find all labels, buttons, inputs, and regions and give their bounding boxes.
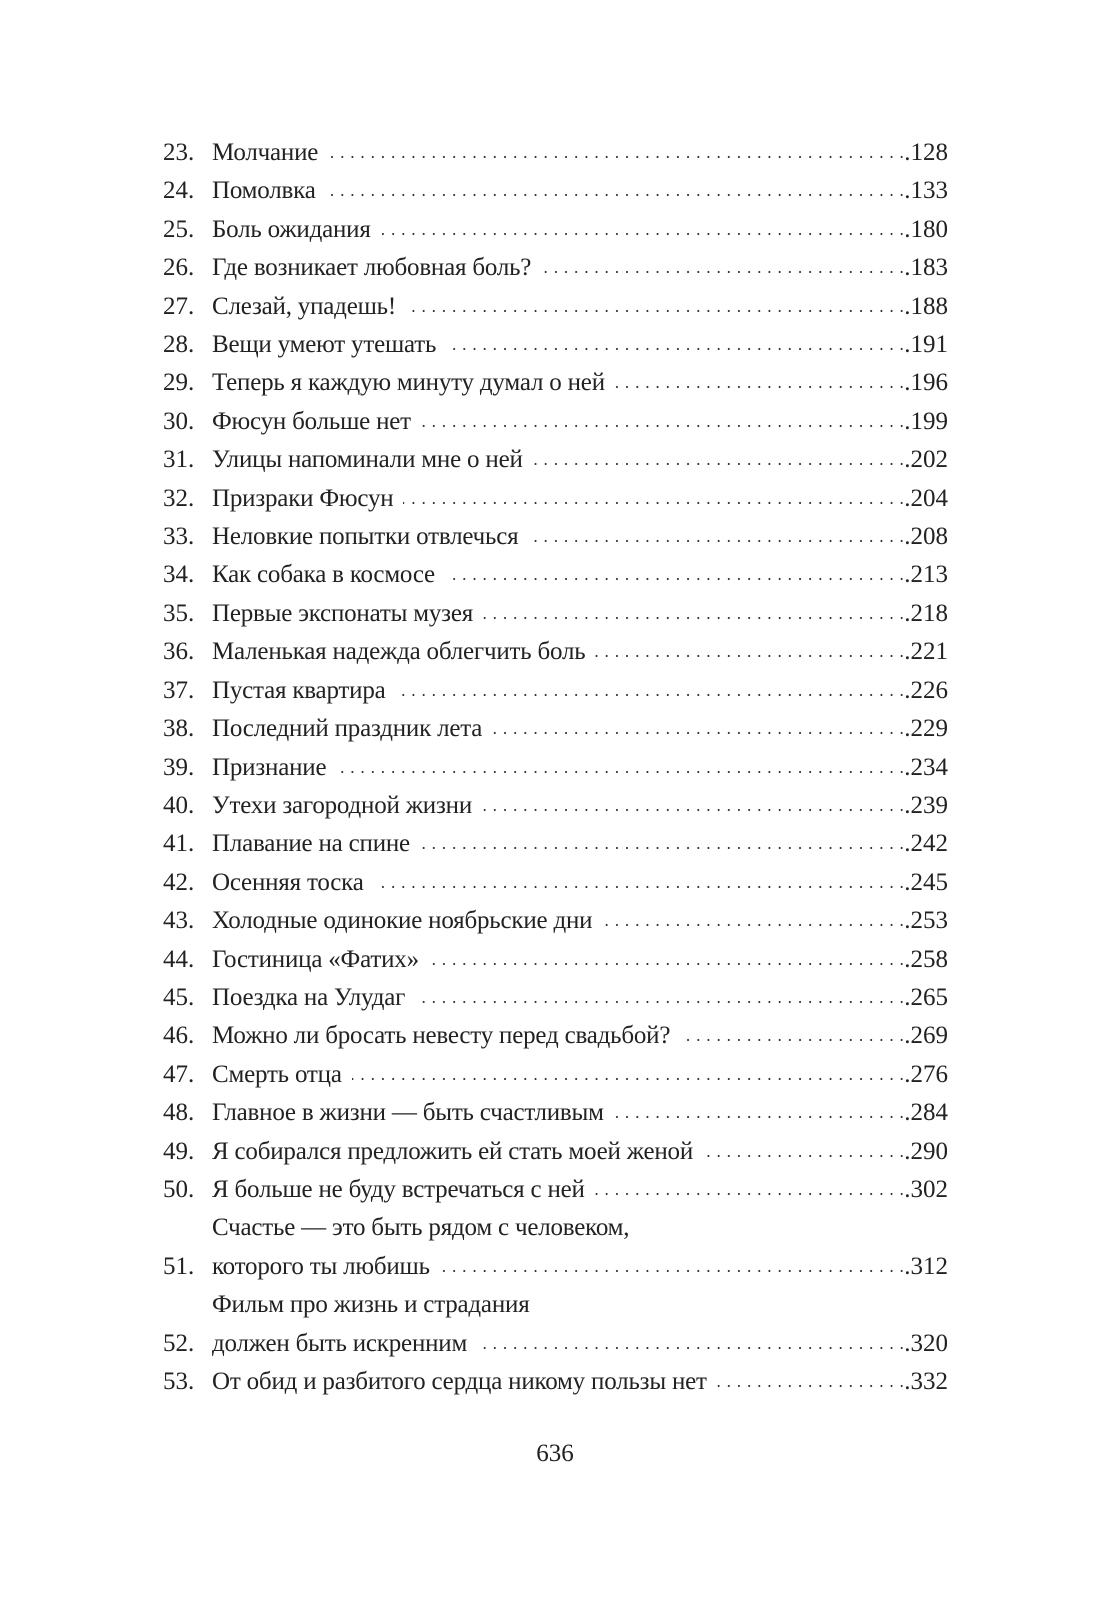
chapter-title[interactable]: Вещи умеют утешать <box>212 331 437 359</box>
chapter-title-line <box>212 595 948 633</box>
toc-entry[interactable] <box>163 825 948 863</box>
chapter-page-number[interactable]: . 290 <box>904 1133 948 1171</box>
chapter-number: 23. <box>163 139 195 166</box>
chapter-title-line <box>212 249 948 287</box>
chapter-number: 31. <box>163 446 195 474</box>
toc-entry[interactable] <box>163 1209 948 1286</box>
chapter-title-line <box>212 288 948 326</box>
chapter-page-number[interactable]: . 188 <box>904 288 948 326</box>
dot-leader <box>406 288 904 326</box>
dot-leader <box>680 1017 904 1055</box>
chapter-body <box>212 518 948 556</box>
table-of-contents <box>163 134 948 1401</box>
chapter-number: 34. <box>163 561 195 589</box>
chapter-number: 35. <box>163 599 195 627</box>
chapter-page-number[interactable]: . 133 <box>904 172 948 210</box>
chapter-title[interactable]: Пустая квартира <box>212 676 386 704</box>
toc-entry[interactable] <box>163 633 948 671</box>
chapter-number: 41. <box>163 830 195 858</box>
chapter-body <box>212 1017 948 1055</box>
chapter-page-number[interactable]: . 320 <box>904 1325 948 1363</box>
chapter-page-number[interactable]: . 239 <box>904 787 948 825</box>
chapter-number: 44. <box>163 945 195 973</box>
toc-entry[interactable] <box>163 172 948 210</box>
chapter-title-line <box>212 403 948 441</box>
chapter-number: 30. <box>163 407 195 435</box>
chapter-number: 40. <box>163 791 195 819</box>
chapter-title-line <box>212 480 948 518</box>
chapter-page-number[interactable]: . 204 <box>904 480 948 518</box>
chapter-title[interactable]: Гостиница «Фатих» <box>212 945 419 973</box>
chapter-body <box>212 902 948 940</box>
toc-entry[interactable] <box>163 518 948 556</box>
chapter-title[interactable]: Маленькая надежда облегчить боль <box>212 638 586 666</box>
dot-leader <box>446 326 904 364</box>
chapter-title[interactable]: Смерть отца <box>212 1060 342 1088</box>
dot-leader <box>528 518 904 556</box>
chapter-title-line <box>212 1094 948 1132</box>
toc-entry[interactable] <box>163 441 948 479</box>
dot-leader <box>482 787 904 825</box>
dot-leader <box>614 1094 904 1132</box>
chapter-title-line <box>212 518 948 556</box>
chapter-body <box>212 633 948 671</box>
dot-leader <box>415 979 904 1017</box>
chapter-body <box>212 864 948 902</box>
chapter-body <box>212 364 948 402</box>
chapter-title[interactable]: Помолвка <box>212 177 316 205</box>
chapter-title-line <box>212 672 948 710</box>
chapter-title[interactable]: Первые экспонаты музея <box>212 599 474 627</box>
chapter-body <box>212 1056 948 1094</box>
dot-leader <box>703 1133 904 1171</box>
toc-entry[interactable] <box>163 326 948 364</box>
dot-leader <box>615 364 904 402</box>
chapter-page-number[interactable]: . 191 <box>904 326 948 364</box>
chapter-page-number[interactable]: . 332 <box>904 1363 948 1401</box>
chapter-body <box>212 134 948 172</box>
chapter-title[interactable]: Признание <box>212 753 327 781</box>
dot-leader <box>328 134 904 172</box>
chapter-body <box>212 979 948 1017</box>
chapter-title[interactable]: Молчание <box>212 139 319 166</box>
chapter-title-line <box>212 902 948 940</box>
dot-leader <box>445 556 904 594</box>
chapter-body <box>212 710 948 748</box>
chapter-body <box>212 1286 948 1363</box>
chapter-title-line <box>212 941 948 979</box>
chapter-title-line <box>212 1017 948 1055</box>
chapter-number: 52. <box>163 1329 195 1357</box>
chapter-number: 26. <box>163 254 195 282</box>
chapter-title[interactable]: Я собирался предложить ей стать моей женой <box>212 1137 694 1165</box>
chapter-page-number[interactable]: . 183 <box>904 249 948 287</box>
chapter-title-line <box>212 633 948 671</box>
chapter-page-number[interactable]: . 258 <box>904 941 948 979</box>
chapter-page-number[interactable]: . 128 <box>904 134 948 172</box>
dot-leader <box>336 749 904 787</box>
toc-entry[interactable] <box>163 480 948 518</box>
chapter-title-line <box>212 1248 948 1286</box>
chapter-body <box>212 172 948 210</box>
chapter-title[interactable]: Призраки Фюсун <box>212 484 394 512</box>
dot-leader <box>403 480 904 518</box>
chapter-page-number[interactable]: . 276 <box>904 1056 948 1094</box>
toc-entry[interactable] <box>163 1171 948 1209</box>
chapter-title-line <box>212 326 948 364</box>
chapter-title[interactable]: Улицы напоминали мне о ней <box>212 446 523 474</box>
chapter-title[interactable]: Можно ли бросать невесту перед свадьбой? <box>212 1022 671 1050</box>
chapter-body <box>212 1094 948 1132</box>
chapter-page-number[interactable]: . 265 <box>904 979 948 1017</box>
chapter-body <box>212 1363 948 1401</box>
toc-entry[interactable] <box>163 710 948 748</box>
chapter-number: 27. <box>163 292 195 320</box>
toc-entry[interactable] <box>163 288 948 326</box>
chapter-number: 45. <box>163 983 195 1011</box>
toc-entry[interactable] <box>163 364 948 402</box>
chapter-body <box>212 749 948 787</box>
chapter-title-line <box>212 556 948 594</box>
dot-leader <box>717 1363 904 1401</box>
chapter-title-line <box>212 134 948 172</box>
chapter-page-number[interactable]: . 196 <box>904 364 948 402</box>
chapter-number: 50. <box>163 1175 195 1203</box>
chapter-number: 29. <box>163 369 195 397</box>
dot-leader <box>492 710 904 748</box>
chapter-body <box>212 1133 948 1171</box>
chapter-title-line <box>212 710 948 748</box>
chapter-title[interactable]: Боль ожидания <box>212 215 371 243</box>
toc-entry[interactable] <box>163 672 948 710</box>
chapter-title-line <box>212 1056 948 1094</box>
chapter-title-line <box>212 825 948 863</box>
chapter-page-number[interactable]: . 269 <box>904 1017 948 1055</box>
chapter-number: 36. <box>163 638 195 666</box>
chapter-body <box>212 1171 948 1209</box>
chapter-page-number[interactable]: . 245 <box>904 864 948 902</box>
chapter-body <box>212 825 948 863</box>
chapter-number: 51. <box>163 1252 195 1280</box>
chapter-body <box>212 326 948 364</box>
chapter-title[interactable]: Главное в жизни — быть счастливым <box>212 1099 604 1127</box>
chapter-body <box>212 441 948 479</box>
chapter-title[interactable]: Как собака в космосе <box>212 561 435 589</box>
toc-entry[interactable] <box>163 403 948 441</box>
toc-entry[interactable] <box>163 211 948 249</box>
chapter-body <box>212 1209 948 1286</box>
chapter-page-number[interactable]: . 242 <box>904 825 948 863</box>
chapter-number: 39. <box>163 753 195 781</box>
dot-leader <box>326 172 905 210</box>
chapter-page-number[interactable]: . 221 <box>904 633 948 671</box>
toc-entry[interactable] <box>163 749 948 787</box>
chapter-title[interactable]: Я больше не буду встречаться с ней <box>212 1175 585 1203</box>
dot-leader <box>352 1056 905 1094</box>
toc-entry[interactable] <box>163 595 948 633</box>
chapter-title[interactable]: Осенняя тоска <box>212 868 364 896</box>
dot-leader <box>595 1171 905 1209</box>
chapter-title[interactable]: Неловкие попытки отвлечься <box>212 523 519 551</box>
chapter-body <box>212 288 948 326</box>
chapter-title[interactable]: которого ты любишь <box>212 1252 430 1280</box>
toc-entry[interactable] <box>163 556 948 594</box>
chapter-title[interactable]: Теперь я каждую минуту думал о ней <box>212 369 605 397</box>
chapter-number: 49. <box>163 1137 195 1165</box>
chapter-title[interactable]: Холодные одинокие ноябрьские дни <box>212 907 593 935</box>
chapter-number: 38. <box>163 715 195 743</box>
toc-entry[interactable] <box>163 1017 948 1055</box>
chapter-number: 43. <box>163 907 195 935</box>
toc-entry[interactable] <box>163 1094 948 1132</box>
toc-entry[interactable] <box>163 979 948 1017</box>
chapter-page-number[interactable]: . 218 <box>904 595 948 633</box>
dot-leader <box>381 211 905 249</box>
chapter-title[interactable]: Слезай, упадешь! <box>212 292 396 320</box>
chapter-title-line <box>212 1286 948 1324</box>
dot-leader <box>396 672 905 710</box>
chapter-title[interactable]: Последний праздник лета <box>212 715 483 743</box>
chapter-page-number[interactable]: . 180 <box>904 211 948 249</box>
dot-leader <box>533 441 905 479</box>
chapter-title[interactable]: Утехи загородной жизни <box>212 791 473 819</box>
chapter-number: 28. <box>163 331 195 359</box>
chapter-title[interactable]: Фюсун больше нет <box>212 407 411 435</box>
chapter-title-line <box>212 979 948 1017</box>
chapter-title-line <box>212 1325 948 1363</box>
chapter-title[interactable]: Фильм про жизнь и страдания <box>212 1291 530 1319</box>
chapter-page-number[interactable]: . 202 <box>904 441 948 479</box>
toc-entry[interactable] <box>163 864 948 902</box>
chapter-body <box>212 787 948 825</box>
chapter-page-number[interactable]: . 226 <box>904 672 948 710</box>
chapter-number: 37. <box>163 676 195 704</box>
dot-leader <box>595 633 904 671</box>
dot-leader <box>483 595 904 633</box>
dot-leader <box>421 403 904 441</box>
chapter-title[interactable]: должен быть искренним <box>212 1329 468 1357</box>
toc-entry[interactable] <box>163 941 948 979</box>
chapter-page-number[interactable]: . 312 <box>904 1248 948 1286</box>
dot-leader <box>429 941 904 979</box>
dot-leader <box>440 1248 904 1286</box>
chapter-title-line <box>212 864 948 902</box>
dot-leader <box>374 864 905 902</box>
chapter-title-line <box>212 1171 948 1209</box>
toc-entry[interactable] <box>163 249 948 287</box>
page-number: 636 <box>536 1440 574 1467</box>
chapter-title-line <box>212 749 948 787</box>
chapter-number: 33. <box>163 523 195 551</box>
chapter-title-line <box>212 787 948 825</box>
chapter-body <box>212 595 948 633</box>
chapter-number: 42. <box>163 868 195 896</box>
chapter-page-number[interactable]: . 234 <box>904 749 948 787</box>
chapter-page-number[interactable]: . 199 <box>904 403 948 441</box>
chapter-page-number[interactable]: . 213 <box>904 556 948 594</box>
toc-entry[interactable] <box>163 134 948 172</box>
toc-entry[interactable] <box>163 1056 948 1094</box>
dot-leader <box>420 825 904 863</box>
chapter-title-line <box>212 1133 948 1171</box>
chapter-body <box>212 480 948 518</box>
chapter-page-number[interactable]: . 229 <box>904 710 948 748</box>
chapter-title-line <box>212 1209 948 1247</box>
chapter-number: 48. <box>163 1099 195 1127</box>
chapter-number: 46. <box>163 1022 195 1050</box>
toc-entry[interactable] <box>163 1363 948 1401</box>
chapter-body <box>212 556 948 594</box>
chapter-body <box>212 672 948 710</box>
chapter-title[interactable]: Поездка на Улудаг <box>212 983 406 1011</box>
dot-leader <box>477 1325 904 1363</box>
chapter-title-line <box>212 441 948 479</box>
toc-entry[interactable] <box>163 1133 948 1171</box>
chapter-body <box>212 941 948 979</box>
dot-leader <box>602 902 904 940</box>
toc-entry[interactable] <box>163 787 948 825</box>
toc-entry[interactable] <box>163 902 948 940</box>
chapter-page-number[interactable]: . 302 <box>904 1171 948 1209</box>
chapter-body <box>212 211 948 249</box>
chapter-page-number[interactable]: . 284 <box>904 1094 948 1132</box>
chapter-title-line <box>212 211 948 249</box>
chapter-number: 24. <box>163 177 195 205</box>
chapter-title[interactable]: Счастье — это быть рядом с человеком, <box>212 1214 630 1242</box>
chapter-page-number[interactable]: . 253 <box>904 902 948 940</box>
chapter-body <box>212 249 948 287</box>
chapter-number: 53. <box>163 1368 195 1395</box>
chapter-title[interactable]: Где возникает любовная боль? <box>212 254 532 282</box>
chapter-title[interactable]: От обид и разбитого сердца никому пользы нет <box>212 1368 707 1395</box>
chapter-number: 47. <box>163 1060 195 1088</box>
dot-leader <box>541 249 904 287</box>
chapter-title-line <box>212 364 948 402</box>
chapter-title[interactable]: Плавание на спине <box>212 830 410 858</box>
chapter-title-line <box>212 172 948 210</box>
chapter-number: 25. <box>163 215 195 243</box>
chapter-title-line <box>212 1363 948 1401</box>
toc-entry[interactable] <box>163 1286 948 1363</box>
chapter-number: 32. <box>163 484 195 512</box>
chapter-page-number[interactable]: . 208 <box>904 518 948 556</box>
chapter-body <box>212 403 948 441</box>
